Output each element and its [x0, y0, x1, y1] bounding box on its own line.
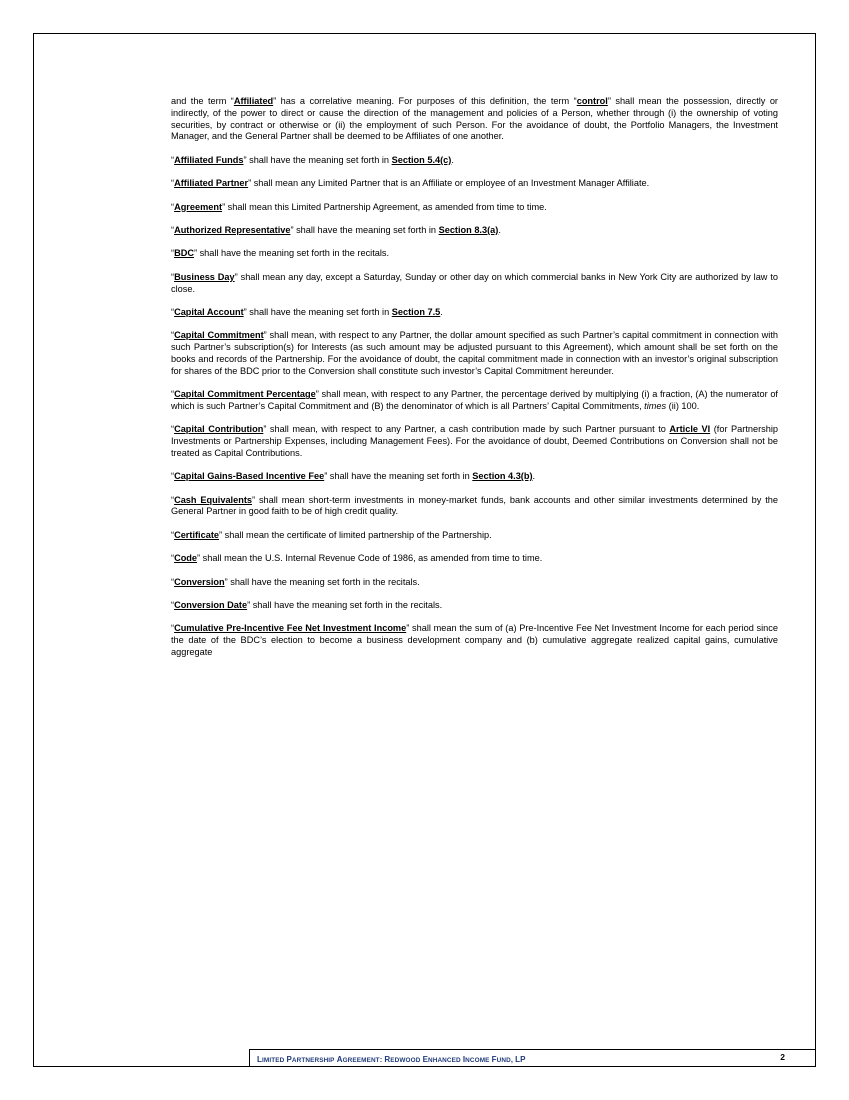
paragraph-text: “	[171, 553, 175, 564]
defined-term: Conversion	[174, 576, 225, 587]
definition-paragraph	[171, 530, 778, 542]
section-reference: Article VI	[669, 424, 711, 435]
paragraph-text: “	[171, 576, 175, 587]
paragraph-text: ” shall mean the sum of (a) Pre-Incentive Fee Net Investment Income for each period since the date of the BDC’s election to become a business development company and (b) cumulative aggregate realized capital gains, cumulative aggregate	[171, 623, 778, 657]
defined-term: Capital Contribution	[174, 424, 264, 435]
defined-term: Code	[174, 553, 198, 564]
paragraph-text: ” shall mean short-term investments in money-market funds, bank accounts and other similar investments determined by the General Partner in good faith to be of high credit quality.	[171, 494, 778, 517]
paragraph-text: (ii) 100.	[666, 400, 700, 411]
paragraph-text: ” shall mean the certificate of limited partnership of the Partnership.	[219, 529, 492, 540]
paragraph-text: and the term “	[171, 96, 234, 106]
paragraph-text: “	[171, 494, 175, 505]
paragraph-text: “	[171, 178, 175, 189]
defined-term: Business Day	[174, 271, 235, 282]
definition-paragraph	[171, 330, 778, 377]
footer-title: LIMITED PARTNERSHIP AGREEMENT: REDWOOD ENHANCED INCOME FUND, LP	[257, 1055, 526, 1064]
paragraph-text: ” shall have the meaning set forth in	[290, 224, 439, 235]
paragraph-text: ” shall mean the possession, directly or indirectly, of the power to direct or cause the direction of the management and policies of a Person, whether through (i) the ownership of voting securities, by contract or otherwise or (ii) the employment of such Person. For the avoidance of doubt, the Portfolio Managers, the Investment Manager, and the General Partner shall be deemed to be Affiliates of one another.	[171, 96, 778, 142]
definition-paragraph	[171, 272, 778, 296]
paragraph-text: “	[171, 271, 175, 282]
defined-term: Cash Equivalents	[174, 494, 252, 505]
paragraph-text: “	[171, 623, 175, 634]
definition-paragraph	[171, 577, 778, 589]
section-reference: Section 5.4(c)	[391, 154, 452, 165]
paragraph-text: “	[171, 201, 175, 212]
definition-paragraph	[171, 225, 778, 237]
defined-term: Capital Gains-Based Incentive Fee	[174, 471, 325, 482]
paragraph-text: ” has a correlative meaning. For purposes of this definition, the term “	[273, 96, 577, 106]
paragraph-text: “	[171, 471, 175, 482]
definition-paragraph	[171, 389, 778, 413]
paragraph-text: ” shall have the meaning set forth in	[324, 471, 473, 482]
paragraph-text: ” shall mean any Limited Partner that is an Affiliate or employee of an Investment Manager Affiliate.	[248, 178, 650, 189]
page-footer	[249, 1049, 815, 1067]
definition-paragraph	[171, 178, 778, 190]
definition-paragraph	[171, 600, 778, 612]
paragraph-text: ” shall have the meaning set forth in the recitals.	[224, 576, 420, 587]
document-body	[171, 96, 778, 670]
paragraph-text: ” shall mean, with respect to any Partner, the percentage derived by multiplying (i) a fraction, (A) the numerator of which is such Partner’s Capital Commitment and (B) the denominator of which is all Partners’ Capital Commitments,	[171, 389, 778, 411]
section-reference: Section 8.3(a)	[438, 224, 499, 235]
defined-term: Conversion Date	[174, 600, 248, 611]
paragraph-text: (for Partnership Investments or Partnership Expenses, including Management Fees). For the avoidance of doubt, Deemed Contributions on Conversion shall not be treated as Capital Contributions.	[171, 424, 779, 458]
paragraph-text: .	[440, 306, 443, 317]
defined-term: Certificate	[174, 529, 219, 540]
defined-term: Capital Commitment Percentage	[174, 389, 316, 400]
paragraph-text: ” shall have the meaning set forth in	[243, 154, 392, 165]
defined-term: Cumulative Pre-Incentive Fee Net Investment Income	[174, 623, 407, 634]
definition-paragraph	[171, 623, 778, 658]
paragraph-text: ” shall have the meaning set forth in the recitals.	[247, 600, 443, 611]
defined-term: Capital Commitment	[174, 330, 264, 341]
paragraph-text: ” shall mean any day, except a Saturday, Sunday or other day on which commercial banks in New York City are authorized by law to close.	[171, 271, 778, 294]
paragraph-text: .	[451, 154, 454, 165]
paragraph-text: ” shall mean, with respect to any Partner, the dollar amount specified as such Partner’s capital commitment in connection with such Partner’s subscription(s) for Interests (as such amount may be adjusted pursuant to this Agreement), which amount shall be set forth on the books and records of the Partnership. For the avoidance of doubt, the capital commitment made in connection with an investor’s original subscription for shares of the BDC prior to the Conversion shall constitute such investor’s Capital Commitment hereunder.	[171, 330, 778, 376]
section-reference: Section 4.3(b)	[472, 471, 533, 482]
defined-term: Agreement	[174, 201, 223, 212]
definition-paragraph	[171, 96, 778, 143]
definition-paragraph	[171, 424, 778, 459]
paragraph-text: “	[171, 424, 175, 435]
paragraph-text: ” shall have the meaning set forth in the recitals.	[193, 248, 390, 259]
paragraph-text: “	[171, 154, 175, 165]
section-reference: Section 7.5	[391, 306, 441, 317]
paragraph-text: “	[171, 529, 175, 540]
defined-term: Affiliated	[233, 96, 274, 106]
defined-term: Affiliated Partner	[174, 178, 249, 189]
defined-term: Authorized Representative	[174, 224, 291, 235]
paragraph-text: “	[171, 389, 175, 400]
definition-paragraph	[171, 553, 778, 565]
definition-paragraph	[171, 248, 778, 260]
definition-paragraph	[171, 471, 778, 483]
definition-paragraph	[171, 495, 778, 519]
paragraph-text: ” shall mean this Limited Partnership Agreement, as amended from time to time.	[222, 201, 547, 212]
definition-paragraph	[171, 307, 778, 319]
paragraph-text: “	[171, 330, 175, 341]
defined-term: Capital Account	[174, 306, 244, 317]
paragraph-text: .	[498, 224, 501, 235]
paragraph-text: ” shall have the meaning set forth in	[243, 306, 392, 317]
paragraph-text: .	[532, 471, 536, 482]
definition-paragraph	[171, 155, 778, 167]
paragraph-text: “	[171, 306, 175, 317]
definition-paragraph	[171, 202, 778, 214]
paragraph-text: ” shall mean the U.S. Internal Revenue Code of 1986, as amended from time to time.	[197, 553, 543, 564]
paragraph-text: “	[171, 600, 175, 611]
paragraph-text: “	[171, 248, 175, 259]
paragraph-text: ” shall mean, with respect to any Partner, a cash contribution made by such Partner pursuant to	[263, 424, 670, 435]
page-number: 2	[780, 1052, 785, 1062]
defined-term: Affiliated Funds	[174, 154, 244, 165]
defined-term: control	[576, 96, 608, 106]
defined-term: BDC	[174, 248, 194, 259]
paragraph-text: “	[171, 224, 175, 235]
emphasis-text: times	[644, 400, 667, 411]
